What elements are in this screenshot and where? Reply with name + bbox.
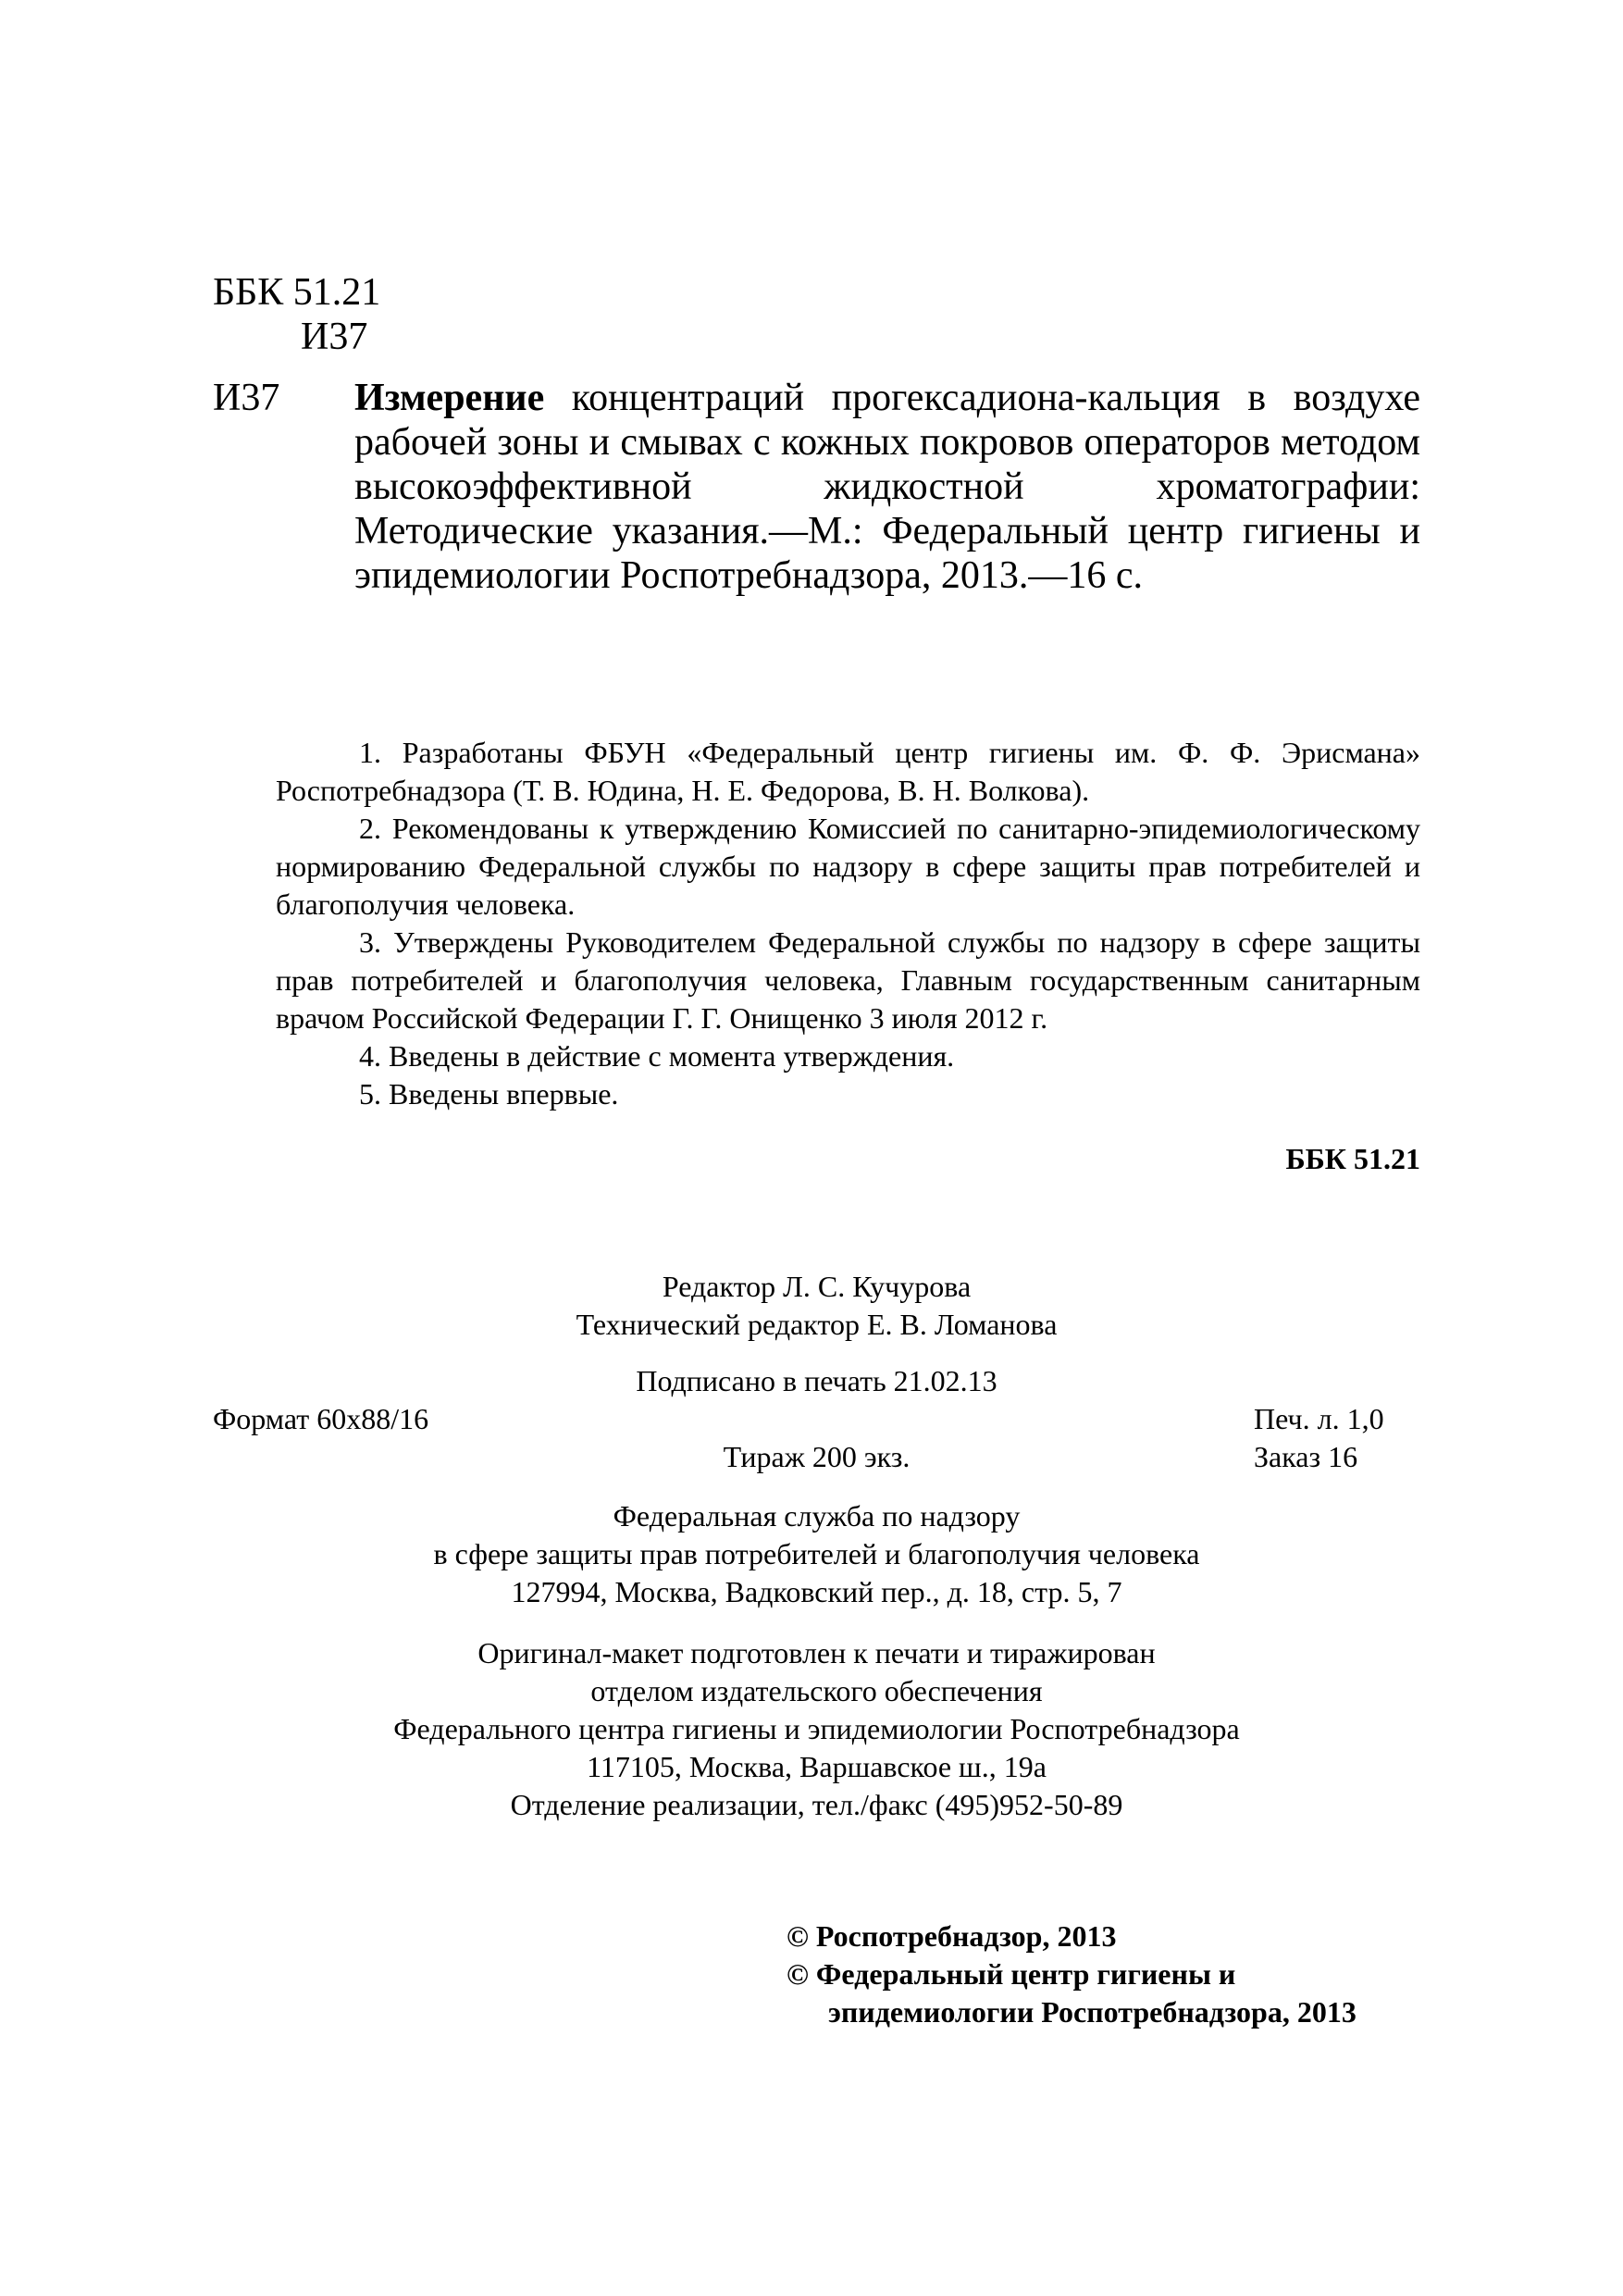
note-item: 4. Введены в действие с момента утверждения. [359,1039,955,1073]
publisher-line: в сфере защиты прав потребителей и благополучия человека [433,1537,1200,1570]
printer-line: отделом издательского обеспечения [590,1674,1043,1707]
print-run-row [213,1438,1420,1476]
imprint-block [213,1268,1420,1476]
note-item: 1. Разработаны ФБУН «Федеральный центр гигиены им. Ф. Ф. Эрисмана» Роспотребнадзора (Т. В. Юдина, Н. Е. Федорова, В. Н. Волкова). [276,736,1420,807]
bbk-code: ББК 51.21 [213,271,381,314]
notes-list [276,734,1420,1113]
order-text: Заказ 16 [1254,1440,1358,1473]
copyright-line: © Федеральный центр гигиены и [787,1957,1236,1991]
entry-description: концентраций прогексадиона-кальция в воздухе рабочей зоны и смывах с кожных покровов операторов методом высокоэффективной жидкостной хроматографии: Методические указания.—М.: Федеральный центр гигиены и эпидемиологии Роспотребнадзора, 2013.—16 с. [354,377,1420,597]
bibliographic-entry [354,376,1420,598]
printer-line: Федерального центра гигиены и эпидемиологии Роспотребнадзора [393,1712,1240,1745]
printer-line: 117105, Москва, Варшавское ш., 19а [587,1750,1047,1783]
printer-block [213,1634,1420,1824]
printer-line: Отделение реализации, тел./факс (495)952-50-89 [510,1788,1123,1821]
copyright-line: © Роспотребнадзор, 2013 [787,1919,1117,1953]
entry-code: И37 [213,377,280,419]
print-run-text: Тираж 200 экз. [723,1440,911,1473]
entry-lead-word: Измерение [354,377,545,419]
editor-line: Редактор Л. С. Кучурова [662,1270,972,1303]
note-item: 3. Утверждены Руководителем Федеральной службы по надзору в сфере защиты прав потребителей и благополучия человека, Главным государственным санитарным врачом Российской Федерации Г. Г. Онищенко 3 июля 2012 г. [276,925,1420,1035]
printer-line: Оригинал-макет подготовлен к печати и тиражирован [477,1636,1156,1669]
note-item: 5. Введены впервые. [359,1077,619,1111]
format-text: Формат 60x88/16 [213,1402,429,1435]
copyright-line: эпидемиологии Роспотребнадзора, 2013 [828,1995,1357,2029]
sheets-text: Печ. л. 1,0 [1254,1402,1384,1435]
tech-editor-line: Технический редактор Е. В. Ломанова [576,1308,1058,1341]
publisher-line: Федеральная служба по надзору [613,1499,1021,1533]
copyright-block [787,1917,1434,2031]
bbk-footer: ББК 51.21 [1285,1142,1420,1175]
author-mark: И37 [301,316,368,358]
format-row [213,1400,1420,1438]
signed-line: Подписано в печать 21.02.13 [636,1364,997,1397]
note-item: 2. Рекомендованы к утверждению Комиссией по санитарно-эпидемиологическому нормированию Федеральной службы по надзору в сфере защиты прав потребителей и благополучия человека. [276,812,1420,921]
publisher-line: 127994, Москва, Вадковский пер., д. 18, стр. 5, 7 [511,1575,1122,1608]
bbk-header [213,270,583,359]
publisher-block [213,1497,1420,1611]
